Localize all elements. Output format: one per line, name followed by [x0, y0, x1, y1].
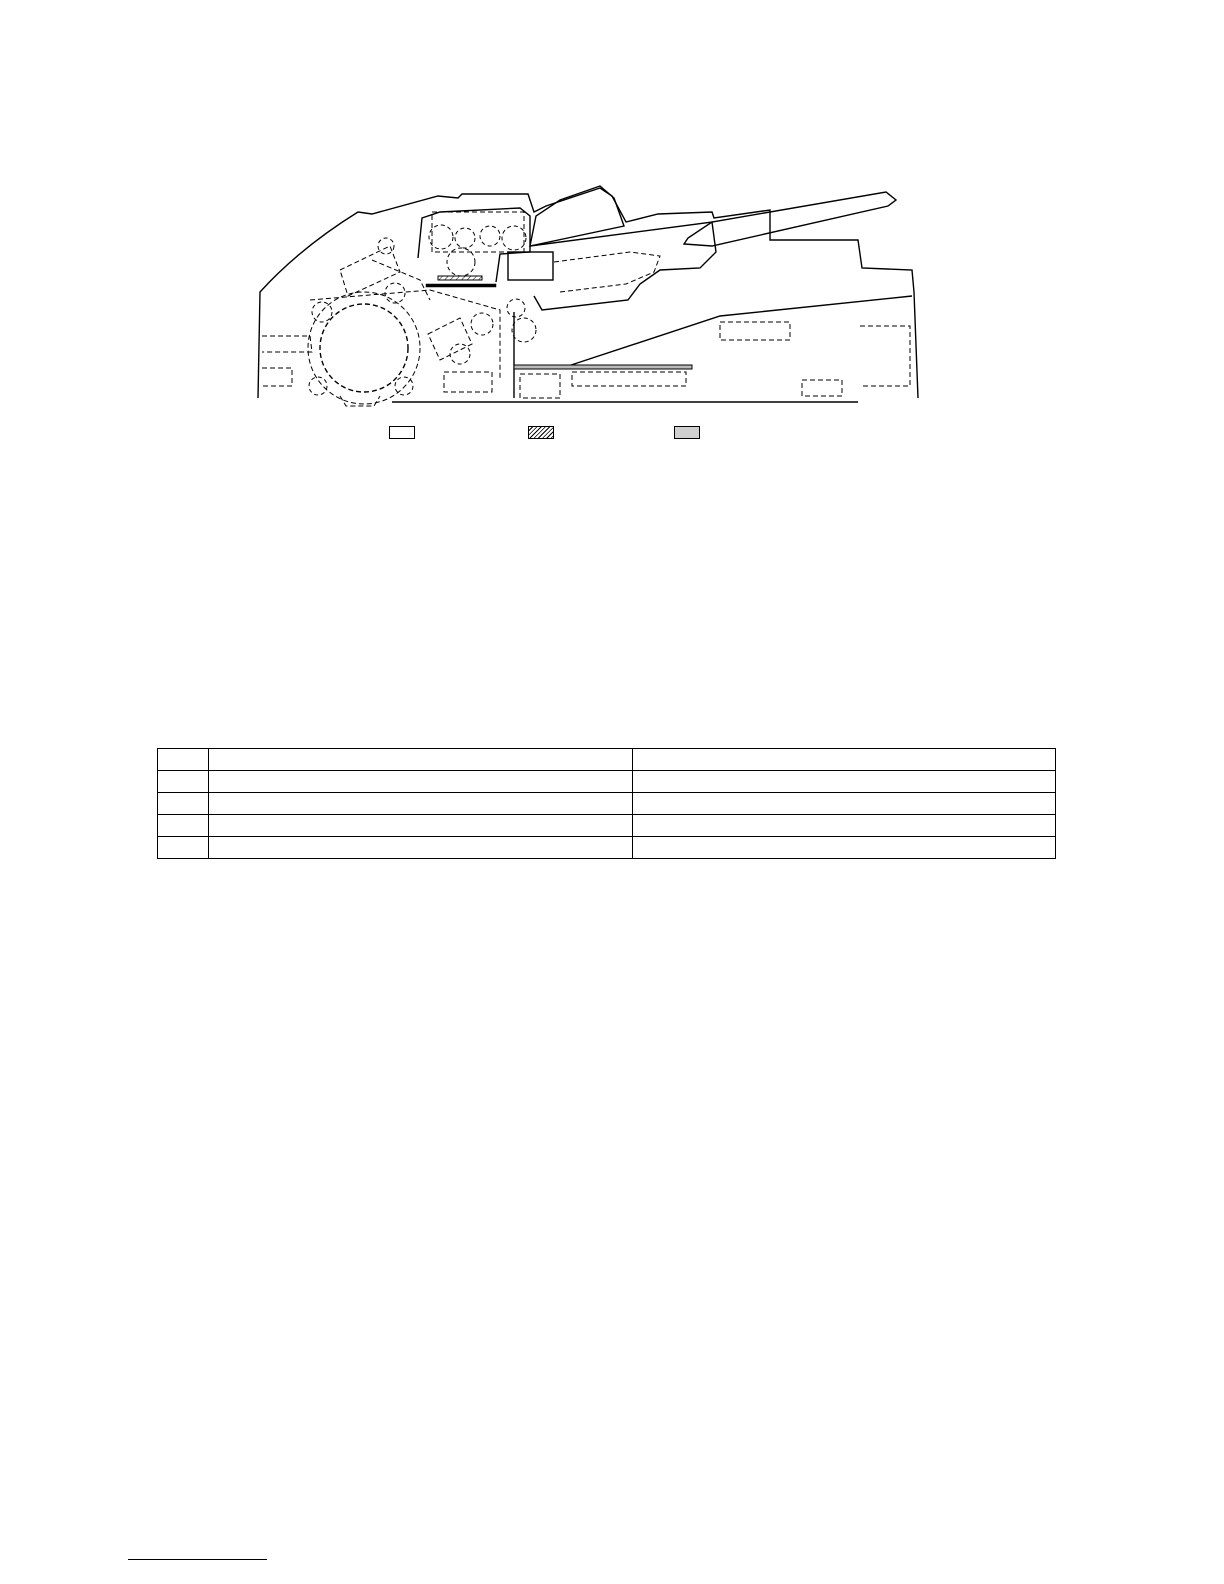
- legend-hatched-swatch-icon: [528, 426, 554, 439]
- table-cell: [158, 749, 209, 771]
- spec-table: [157, 748, 1056, 859]
- upper-cover: [418, 208, 530, 282]
- legend-gray-swatch-icon: [674, 426, 700, 439]
- table-row: [158, 749, 1056, 771]
- table-cell: [209, 771, 633, 793]
- output-tray: [684, 192, 896, 246]
- hatched-bar: [438, 276, 482, 280]
- drum: [320, 304, 408, 392]
- table-row: [158, 837, 1056, 859]
- table-cell: [158, 815, 209, 837]
- gray-bar: [514, 365, 692, 369]
- table-cell: [158, 793, 209, 815]
- table-cell: [209, 837, 633, 859]
- table-cell: [633, 837, 1056, 859]
- table-row: [158, 793, 1056, 815]
- printer-cross-section-diagram: [0, 0, 1224, 470]
- table-cell: [633, 749, 1056, 771]
- table-cell: [633, 793, 1056, 815]
- legend-white-swatch-icon: [389, 426, 415, 439]
- table-cell: [209, 749, 633, 771]
- table-cell: [633, 815, 1056, 837]
- table-cell: [209, 815, 633, 837]
- table-cell: [209, 793, 633, 815]
- sensor-box: [508, 252, 553, 280]
- table-row: [158, 771, 1056, 793]
- table-cell: [158, 837, 209, 859]
- paper-path-line: [530, 222, 716, 310]
- table-cell: [633, 771, 1056, 793]
- table-cell: [158, 771, 209, 793]
- cassette-slope: [562, 296, 912, 368]
- footer-rule: [128, 1559, 267, 1560]
- table-row: [158, 815, 1056, 837]
